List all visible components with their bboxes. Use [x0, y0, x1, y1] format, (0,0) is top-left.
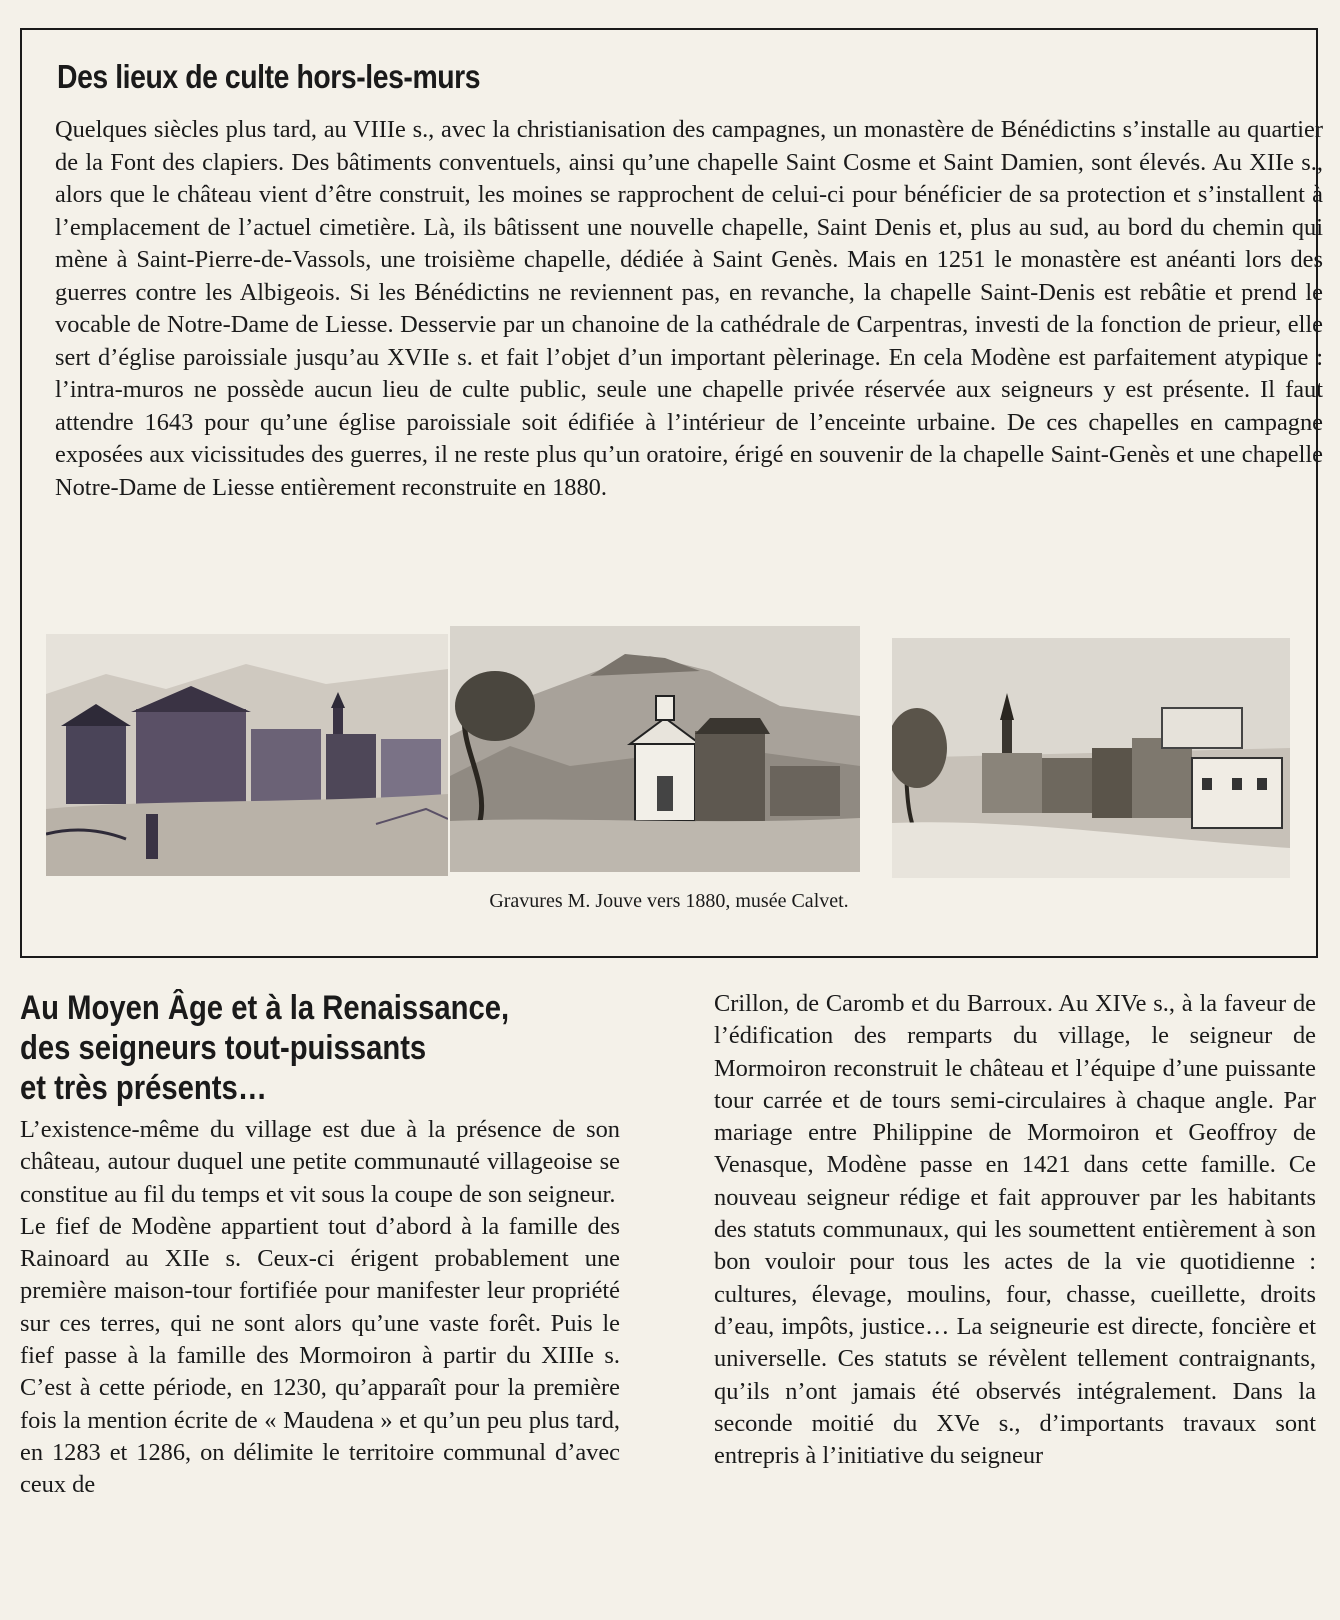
engraving-village-view-image — [892, 638, 1290, 878]
engravings-row — [22, 626, 1316, 876]
left-paragraph-1: L’existence-même du village est due à la présence de son château, autour duquel une petite communauté villageoise se constitue au fil du temps et vit sous la coupe de son seigneur. — [20, 1116, 620, 1208]
figure-caption: Gravures M. Jouve vers 1880, musée Calvet. — [489, 890, 849, 912]
section-heading — [20, 988, 570, 1108]
engraving-chapel-image — [450, 626, 860, 872]
left-paragraph-2: Le fief de Modène appartient tout d’abord à la famille des Rainoard au XIIe s. Ceux-ci érigent probablement une première maison-tour fortifiée pour manifester leur propriété sur ces terres, qui ne sont alors qu’une vaste forêt. Puis le fief passe à la famille des Mormoiron à partir du XIIIe s. C’est à cette période, en 1230, qu’apparaît pour la première fois la mention écrite de « Maudena » et qu’un peu plus tard, en 1283 et 1286, on délimite le territoire communal d’avec ceux de — [20, 1212, 620, 1499]
right-column — [714, 988, 1316, 1472]
box-title: Des lieux de culte hors-les-murs — [57, 58, 481, 95]
box-paragraph: Quelques siècles plus tard, au VIIIe s., avec la christianisation des campagnes, un monastère de Bénédictins s’installe au quartier de la Font des clapiers. Des bâtiments conventuels, ainsi qu’une chapelle Saint Cosme et Saint Damien, sont élevés. Au XIIe s., alors que le château vient d’être construit, les moines se rapprochent de celui-ci pour bénéficier de sa protection et s’installent à l’emplacement de l’actuel cimetière. Là, ils bâtissent une nouvelle chapelle, Saint Denis et, plus au sud, au bord du chemin qui mène à Saint-Pierre-de-Vassols, une troisième chapelle, dédiée à Saint Genès. Mais en 1251 le monastère est anéanti lors des guerres contre les Albigeois. Si les Bénédictins ne reviennent pas, en revanche, la chapelle Saint-Denis est rebâtie et prend le vocable de Notre-Dame de Liesse. Desservie par un chanoine de la cathédrale de Carpentras, investi de la fonction de prieur, elle sert d’église paroissiale jusqu’au XVIIe s. et fait l’objet d’un important pèlerinage. En cela Modène est parfaitement atypique : l’intra-muros ne possède aucun lieu de culte public, seule une chapelle privée réservée aux seigneurs y est présente. Il faut attendre 1643 pour qu’une église paroissiale soit édifiée à l’intérieur de l’enceinte urbaine. De ces chapelles en campagne exposées aux vicissitudes des guerres, il ne reste plus qu’un oratoire, érigé en souvenir de la chapelle Saint-Genès et une chapelle Notre-Dame de Liesse entièrement reconstruite en 1880. — [55, 116, 1323, 501]
heading-line-3: et très présents… — [20, 1069, 268, 1107]
heading-line-1: Au Moyen Âge et à la Renaissance, — [20, 989, 510, 1027]
left-column — [20, 1114, 620, 1502]
info-box — [20, 28, 1323, 958]
right-paragraph: Crillon, de Caromb et du Barroux. Au XIVe s., à la faveur de l’édification des remparts du village, le seigneur de Mormoiron reconstruit le château et l’équipe d’une puissante tour carrée et de tours semi-circulaires à chaque angle. Par mariage entre Philippine de Mormoiron et Geoffroy de Venasque, Modène passe en 1421 dans cette famille. Ce nouveau seigneur rédige et fait approuver par les habitants des statuts communaux, qui les soumettent entièrement à son bon vouloir pour tous les actes de la vie quotidienne : cultures, élevage, moulins, four, chasse, cueillette, droits d’eau, impôts, justice… La seigneurie est directe, foncière et universelle. Ces statuts se révèlent tellement contraignants, qu’ils n’ont jamais été observés intégralement. Dans la seconde moitié du XVe s., d’importants travaux sont entrepris à l’initiative du seigneur — [714, 990, 1316, 1470]
engraving-village-street-image — [46, 634, 448, 876]
heading-line-2: des seigneurs tout-puissants — [20, 1029, 427, 1067]
